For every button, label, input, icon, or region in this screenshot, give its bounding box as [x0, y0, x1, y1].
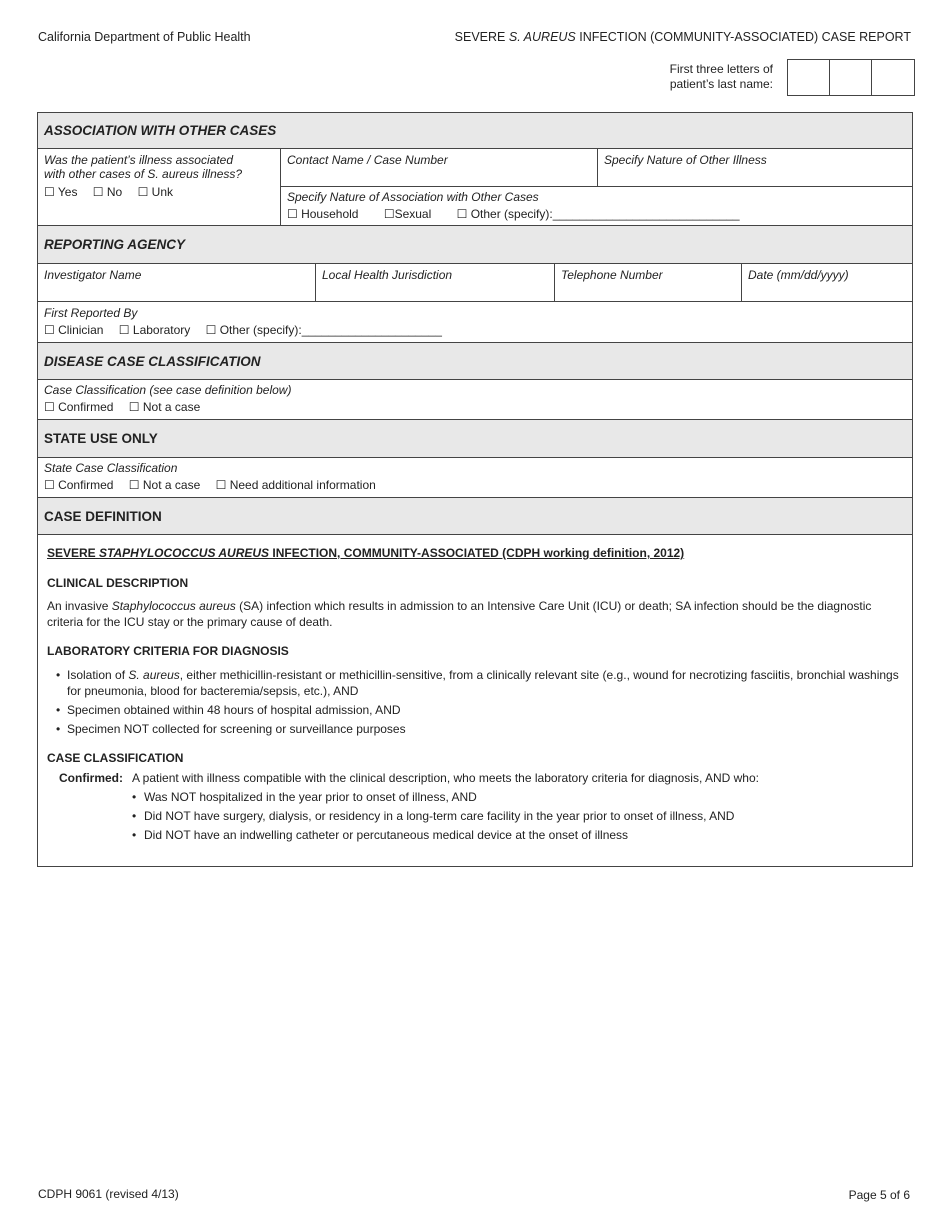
lab-criterion-1-organism: S. aureus: [128, 668, 180, 682]
initial-box-1[interactable]: [788, 60, 830, 95]
initials-label-line2: patient’s last name:: [669, 77, 773, 91]
state-use-section-title: STATE USE ONLY: [38, 420, 912, 458]
classification-label: Case Classification (see case definition below): [44, 383, 292, 397]
clinical-text-post: (SA) infection which results in admission to an Intensive Care Unit (ICU) or death; SA infection should be the diagnostic criteria for the ICU stay or the primary cause of death.: [47, 599, 872, 629]
clinician-checkbox[interactable]: ☐ Clinician: [44, 323, 104, 337]
confirmed-criterion: • Did NOT have an indwelling catheter or percutaneous medical device at the onset of illness: [132, 827, 903, 843]
state-confirmed-checkbox[interactable]: ☐ Confirmed: [44, 478, 114, 492]
clinical-text-pre: An invasive: [47, 599, 112, 613]
state-classification-row: [38, 458, 912, 498]
case-definition-body: [38, 535, 912, 866]
form-id: CDPH 9061 (revised 4/13): [38, 1187, 179, 1201]
initials-label: [640, 62, 773, 92]
confirmed-text: A patient with illness compatible with the clinical description, who meets the laboratory criteria for diagnosis, AND who:: [132, 771, 759, 785]
lab-criterion: [47, 667, 903, 699]
classification-row: [38, 380, 912, 420]
classification-options: [44, 400, 906, 414]
association-row: [38, 149, 912, 226]
lab-criterion: • Specimen obtained within 48 hours of hospital admission, AND: [47, 702, 903, 718]
association-question-line2: with other cases of S. aureus illness?: [44, 167, 243, 181]
case-definition-section-title: CASE DEFINITION: [38, 498, 912, 535]
association-question-cell: [38, 149, 280, 225]
page-number: Page 5 of 6: [848, 1188, 910, 1202]
contact-name-field[interactable]: Contact Name / Case Number: [287, 153, 448, 167]
case-report-form: [37, 112, 913, 867]
first-reported-label: First Reported By: [44, 306, 138, 320]
lab-criterion-1-post: , either methicillin-resistant or methicillin-sensitive, from a clinically relevant site (e.g., wound for necrotizing fasciitis, bronchial washings for pneumonia, blood for bacteremia/sepsis, etc.), AND: [67, 668, 899, 698]
classification-section-title: DISEASE CASE CLASSIFICATION: [38, 343, 912, 380]
initial-box-3[interactable]: [872, 60, 914, 95]
definition-heading-pre: SEVERE: [47, 546, 100, 560]
not-a-case-checkbox[interactable]: ☐ Not a case: [128, 400, 201, 414]
definition-heading-post: INFECTION, COMMUNITY-ASSOCIATED (CDPH working definition, 2012): [269, 546, 685, 560]
need-info-checkbox[interactable]: ☐ Need additional information: [215, 478, 376, 492]
state-classification-cell: [38, 458, 912, 497]
initials-label-line1: First three letters of: [669, 62, 773, 76]
classification-cell: [38, 380, 912, 419]
confirmed-content: [132, 770, 903, 846]
other-association-checkbox[interactable]: ☐ Other (specify):____________________________: [456, 207, 740, 221]
state-classification-options: [44, 478, 906, 492]
contact-row: [281, 149, 912, 187]
date-field[interactable]: Date (mm/dd/yyyy): [741, 264, 912, 301]
association-question-line1: Was the patient’s illness associated: [44, 153, 233, 167]
telephone-field[interactable]: Telephone Number: [554, 264, 741, 301]
lab-criteria-title: LABORATORY CRITERIA FOR DIAGNOSIS: [47, 644, 289, 658]
reporting-row: [38, 264, 912, 302]
laboratory-checkbox[interactable]: ☐ Laboratory: [118, 323, 191, 337]
confirmed-criterion: • Was NOT hospitalized in the year prior to onset of illness, AND: [132, 789, 903, 805]
association-options: [44, 185, 274, 199]
definition-heading-organism: STAPHYLOCOCCUS AUREUS: [99, 546, 270, 560]
other-illness-field[interactable]: Specify Nature of Other Illness: [597, 149, 912, 186]
report-title-post: INFECTION (COMMUNITY-ASSOCIATED) CASE REPORT: [575, 30, 911, 44]
association-question: [44, 153, 274, 181]
report-title-organism: S. AUREUS: [508, 30, 576, 44]
confirmed-criterion: • Did NOT have surgery, dialysis, or residency in a long-term care facility in the year prior to onset of illness, AND: [132, 808, 903, 824]
confirmed-criteria-list: [132, 789, 903, 843]
nature-of-association-label: Specify Nature of Association with Other Cases: [287, 190, 539, 204]
first-reported-cell: [38, 302, 912, 342]
initials-boxes: [787, 59, 915, 96]
initial-box-2[interactable]: [830, 60, 872, 95]
report-title: [455, 30, 911, 44]
yes-checkbox[interactable]: ☐ Yes: [44, 185, 78, 199]
state-classification-label: State Case Classification: [44, 461, 178, 475]
definition-heading: [47, 545, 903, 561]
first-reported-row: [38, 302, 912, 343]
nature-options: [287, 207, 906, 221]
confirmed-label: Confirmed:: [59, 771, 123, 785]
reporting-section-title: REPORTING AGENCY: [38, 226, 912, 264]
sexual-checkbox[interactable]: ☐Sexual: [383, 207, 432, 221]
household-checkbox[interactable]: ☐ Household: [287, 207, 359, 221]
investigator-name-field[interactable]: Investigator Name: [44, 268, 142, 282]
clinical-text-organism: Staphylococcus aureus: [111, 599, 236, 613]
association-detail-cell: [280, 149, 912, 225]
lab-criterion: • Specimen NOT collected for screening or surveillance purposes: [47, 721, 903, 737]
confirmed-definition: [47, 770, 903, 846]
jurisdiction-field[interactable]: Local Health Jurisdiction: [315, 264, 554, 301]
confirmed-checkbox[interactable]: ☐ Confirmed: [44, 400, 114, 414]
agency-name: California Department of Public Health: [38, 30, 251, 44]
unk-checkbox[interactable]: ☐ Unk: [137, 185, 174, 199]
clinical-description-text: [47, 598, 903, 630]
case-classification-title: CASE CLASSIFICATION: [47, 751, 184, 765]
no-checkbox[interactable]: ☐ No: [92, 185, 123, 199]
state-not-a-case-checkbox[interactable]: ☐ Not a case: [128, 478, 201, 492]
other-reporter-checkbox[interactable]: ☐ Other (specify):_____________________: [205, 323, 442, 337]
first-reported-options: [44, 323, 906, 337]
lab-criterion-1-pre: Isolation of: [67, 668, 129, 682]
clinical-description-title: CLINICAL DESCRIPTION: [47, 576, 189, 590]
report-title-pre: SEVERE: [454, 30, 509, 44]
association-section-title: ASSOCIATION WITH OTHER CASES: [38, 113, 912, 149]
nature-of-association-cell: [281, 187, 912, 225]
lab-criteria-list: [47, 667, 903, 737]
